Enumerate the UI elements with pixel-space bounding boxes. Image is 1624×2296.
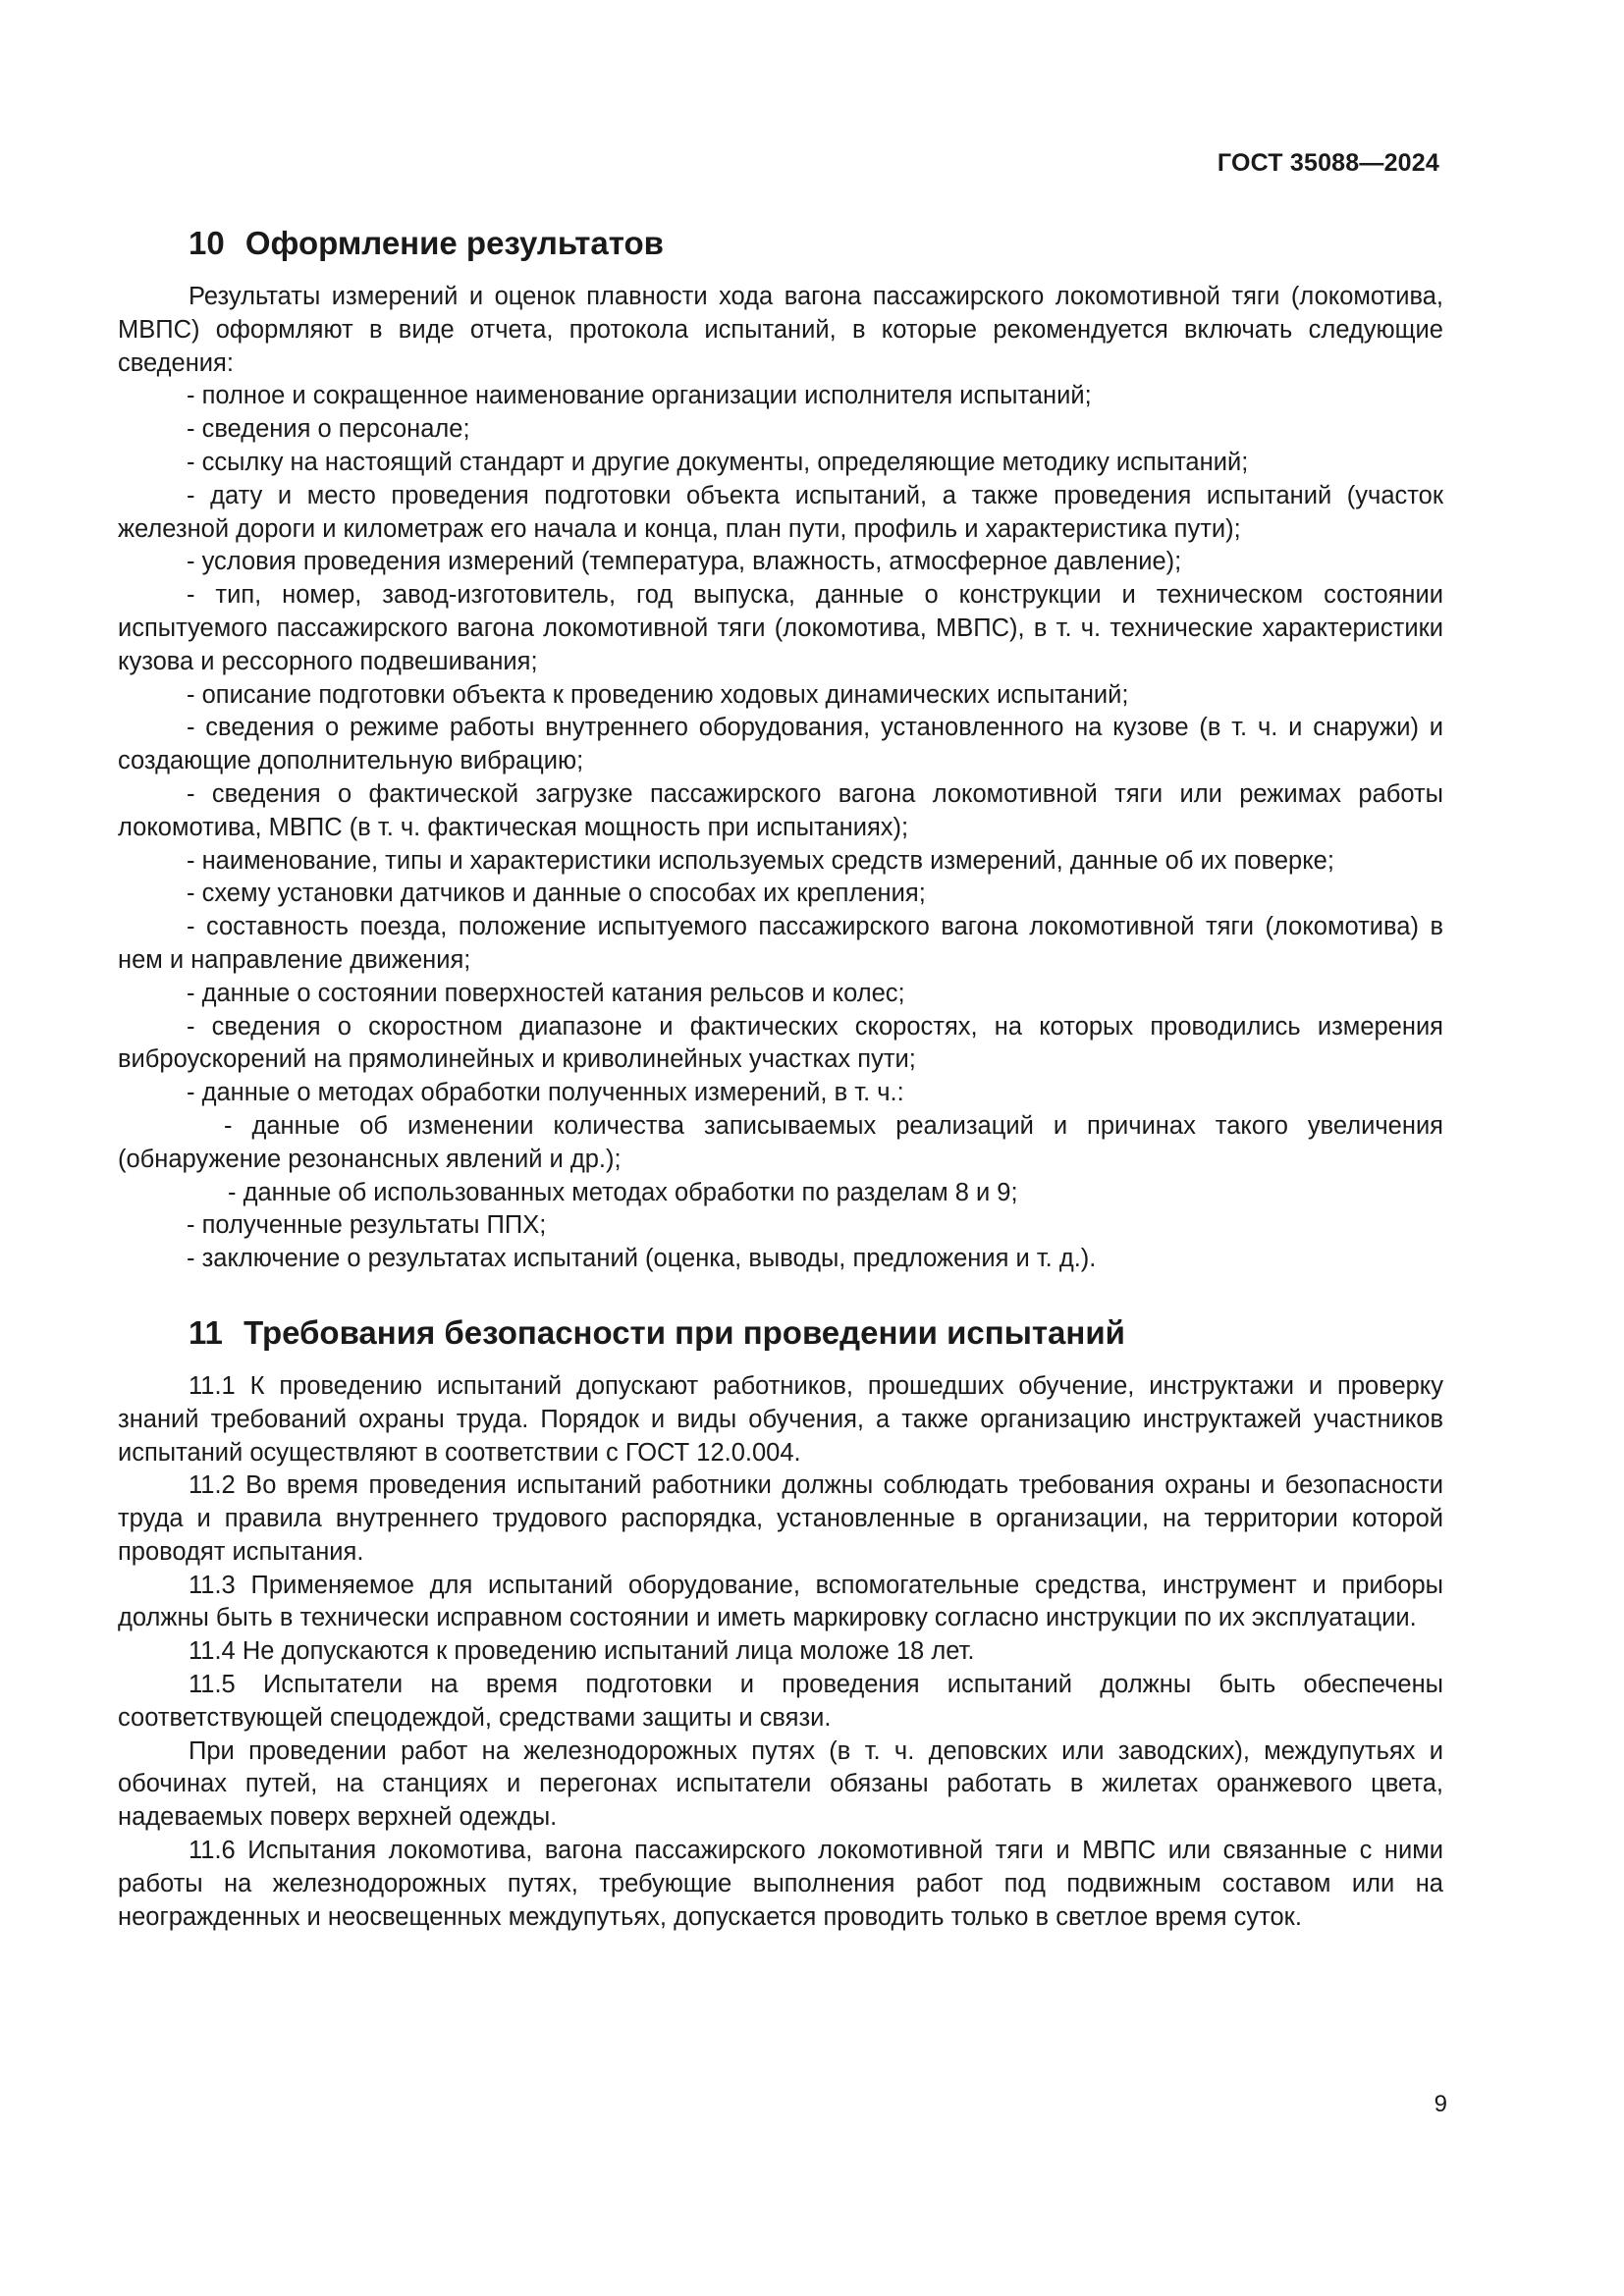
list-item: - сведения о персонале;: [187, 415, 470, 444]
list-subitem: - данные об изменении количества записываемых реализаций и причинах такого увеличения (обнаружение резонансных явлений и др.);: [118, 1111, 1443, 1173]
list-item: - сведения о скоростном диапазоне и фактических скоростях, на которых проводились измерения виброускорений на прямолинейных и криволинейных участках пути;: [118, 1012, 1443, 1074]
list-item: - данные о методах обработки полученных измерений, в т. ч.:: [187, 1079, 904, 1107]
paragraph-11-5-continued: При проведении работ на железнодорожных путях (в т. ч. деповских или заводских), междупутьях и обочинах путей, на станциях и перегонах испытатели обязаны работать в жилетах оранжевого цвета, надеваемых поверх верхней одежды.: [118, 1736, 1443, 1832]
page-content: [118, 224, 1443, 1934]
section-10-title: Оформление результатов: [244, 225, 664, 261]
list-item: - схему установки датчиков и данные о способах их крепления;: [187, 880, 926, 908]
list-item: - полное и сокращенное наименование организации исполнителя испытаний;: [187, 382, 1092, 410]
list-item: - дату и место проведения подготовки объекта испытаний, а также проведения испытаний (участок железной дороги и километраж его начала и конца, план пути, профиль и характеристика пути);: [118, 481, 1443, 543]
document-code: ГОСТ 35088—2024: [1217, 149, 1439, 177]
list-subitem: - данные об использованных методах обработки по разделам 8 и 9;: [228, 1178, 1018, 1206]
paragraph-11-4: 11.4 Не допускаются к проведению испытаний лица моложе 18 лет.: [189, 1637, 975, 1666]
list-item: - составность поезда, положение испытуемого пассажирского вагона локомотивной тяги (локомотива) в нем и направление движения;: [118, 913, 1443, 974]
list-item: - сведения о режиме работы внутреннего оборудования, установленного на кузове (в т. ч. и снаружи) и создающие дополнительную вибрацию;: [118, 714, 1443, 775]
list-item: - полученные результаты ППХ;: [187, 1211, 547, 1240]
paragraph-11-3: 11.3 Применяемое для испытаний оборудование, вспомогательные средства, инструмент и приборы должны быть в технически исправном состоянии и иметь маркировку согласно инструкции по их эксплуатации.: [118, 1571, 1443, 1632]
section-11-title: Требования безопасности при проведении испытаний: [244, 1313, 1125, 1351]
section-10-heading: [189, 224, 1443, 263]
list-item: - заключение о результатах испытаний (оценка, выводы, предложения и т. д.).: [187, 1245, 1097, 1273]
paragraph-11-6: 11.6 Испытания локомотива, вагона пассажирского локомотивной тяги и МВПС или связанные с ними работы на железнодорожных путях, требующие выполнения работ под подвижным составом или на неогражденных и неосвещенных междупутьях, допускается проводить только в светлое время суток.: [118, 1837, 1443, 1931]
list-item: - данные о состоянии поверхностей катания рельсов и колес;: [187, 979, 905, 1007]
list-item: - тип, номер, завод-изготовитель, год выпуска, данные о конструкции и техническом состоянии испытуемого пассажирского вагона локомотивной тяги (локомотива, МВПС), в т. ч. технические характеристики кузова и рессорного подвешивания;: [118, 581, 1443, 675]
section-10-intro: Результаты измерений и оценок плавности хода вагона пассажирского локомотивной тяги (локомотива, МВПС) оформляют в виде отчета, протокола испытаний, в которые рекомендуется включать следующие сведения:: [118, 283, 1443, 377]
paragraph-11-2: 11.2 Во время проведения испытаний работники должны соблюдать требования охраны и безопасности труда и правила внутреннего трудового распорядка, установленные в организации, на территории которой проводят испытания.: [118, 1471, 1443, 1566]
section-10-number: 10: [189, 225, 225, 261]
paragraph-11-1: 11.1 К проведению испытаний допускают работников, прошедших обучение, инструктажи и проверку знаний требований охраны труда. Порядок и виды обучения, а также организацию инструктажей участников испытаний осуществляют в соответствии с ГОСТ 12.0.004.: [118, 1371, 1443, 1467]
page-number: 9: [1434, 2091, 1447, 2117]
section-11-heading: [189, 1313, 1443, 1353]
list-item: - описание подготовки объекта к проведению ходовых динамических испытаний;: [187, 680, 1129, 709]
list-item: - сведения о фактической загрузке пассажирского вагона локомотивной тяги или режимах работы локомотива, МВПС (в т. ч. фактическая мощность при испытаниях);: [118, 779, 1443, 841]
section-11-number: 11: [189, 1313, 223, 1351]
paragraph-11-5: 11.5 Испытатели на время подготовки и проведения испытаний должны быть обеспечены соответствующей спецодеждой, средствами защиты и связи.: [118, 1671, 1443, 1732]
list-item: - наименование, типы и характеристики используемых средств измерений, данные об их поверке;: [187, 846, 1334, 875]
list-item: - условия проведения измерений (температура, влажность, атмосферное давление);: [187, 548, 1182, 576]
list-item: - ссылку на настоящий стандарт и другие документы, определяющие методику испытаний;: [187, 448, 1249, 476]
